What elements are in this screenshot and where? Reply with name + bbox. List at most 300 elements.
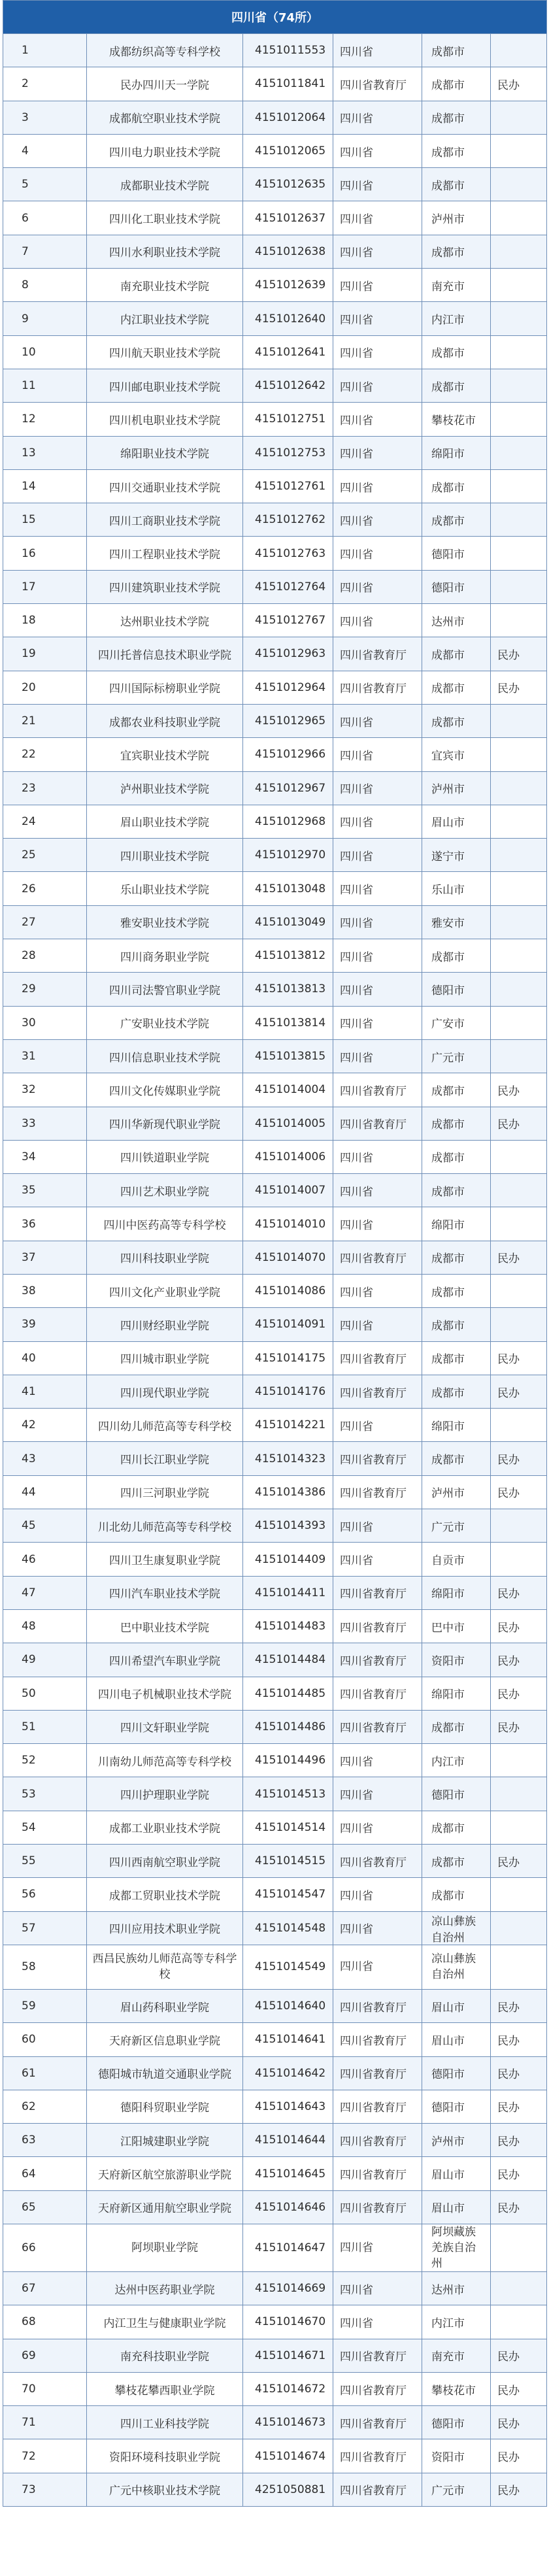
row-number-cell: 42 (3, 1409, 87, 1442)
school-code-cell: 4151014091 (243, 1308, 333, 1341)
school-code-cell: 4151013814 (243, 1006, 333, 1039)
row-number-cell: 32 (3, 1073, 87, 1107)
row-number-cell: 47 (3, 1576, 87, 1609)
table-row (3, 2339, 547, 2372)
table-title-row (3, 1, 547, 34)
table-row (3, 2473, 547, 2506)
table-row (3, 101, 547, 134)
school-type-cell (491, 201, 547, 235)
school-code-cell: 4151013813 (243, 973, 333, 1006)
school-name-cell: 四川中医药高等专科学校 (87, 1207, 243, 1241)
city-cell: 德阳市 (422, 1777, 491, 1811)
school-type-cell (491, 1811, 547, 1844)
school-name-cell: 四川航天职业技术学院 (87, 335, 243, 369)
supervising-department-cell: 四川省 (333, 235, 422, 268)
school-code-cell: 4151012639 (243, 269, 333, 302)
school-name-cell: 达州职业技术学院 (87, 604, 243, 637)
school-code-cell: 4151013048 (243, 872, 333, 905)
table-row (3, 2124, 547, 2157)
school-type-cell (491, 1409, 547, 1442)
school-name-cell: 成都工贸职业技术学院 (87, 1878, 243, 1911)
row-number-cell: 46 (3, 1543, 87, 1576)
school-name-cell: 川南幼儿师范高等专科学校 (87, 1744, 243, 1777)
table-row (3, 436, 547, 469)
school-type-cell (491, 469, 547, 503)
school-code-cell: 4151014486 (243, 1710, 333, 1743)
city-cell: 成都市 (422, 335, 491, 369)
school-code-cell: 4151012970 (243, 839, 333, 872)
row-number-cell: 70 (3, 2372, 87, 2405)
city-cell: 成都市 (422, 704, 491, 737)
supervising-department-cell: 四川省 (333, 839, 422, 872)
supervising-department-cell: 四川省 (333, 1174, 422, 1207)
supervising-department-cell: 四川省教育厅 (333, 2090, 422, 2123)
supervising-department-cell: 四川省教育厅 (333, 2372, 422, 2405)
table-row (3, 2090, 547, 2123)
row-number-cell: 61 (3, 2056, 87, 2090)
school-type-cell: 民办 (491, 1677, 547, 1710)
supervising-department-cell: 四川省教育厅 (333, 1710, 422, 1743)
table-row (3, 1140, 547, 1173)
supervising-department-cell: 四川省教育厅 (333, 1442, 422, 1475)
supervising-department-cell: 四川省 (333, 101, 422, 134)
table-row (3, 570, 547, 603)
school-code-cell: 4151014006 (243, 1140, 333, 1173)
school-type-cell (491, 570, 547, 603)
row-number-cell: 25 (3, 839, 87, 872)
school-type-cell (491, 436, 547, 469)
supervising-department-cell: 四川省 (333, 1039, 422, 1073)
row-number-cell: 9 (3, 302, 87, 335)
supervising-department-cell: 四川省教育厅 (333, 2023, 422, 2056)
city-cell: 绵阳市 (422, 1207, 491, 1241)
supervising-department-cell: 四川省 (333, 704, 422, 737)
table-row (3, 1241, 547, 1274)
table-row (3, 905, 547, 939)
school-name-cell: 德阳城市轨道交通职业学院 (87, 2056, 243, 2090)
supervising-department-cell: 四川省 (333, 939, 422, 973)
school-type-cell (491, 168, 547, 201)
table-row (3, 771, 547, 805)
school-name-cell: 西昌民族幼儿师范高等专科学校 (87, 1945, 243, 1989)
row-number-cell: 73 (3, 2473, 87, 2506)
supervising-department-cell: 四川省教育厅 (333, 1677, 422, 1710)
school-name-cell: 南充科技职业学院 (87, 2339, 243, 2372)
school-type-cell (491, 1777, 547, 1811)
city-cell: 资阳市 (422, 2439, 491, 2473)
table-row (3, 2439, 547, 2473)
supervising-department-cell: 四川省 (333, 335, 422, 369)
row-number-cell: 68 (3, 2305, 87, 2339)
school-name-cell: 四川职业技术学院 (87, 839, 243, 872)
table-row (3, 973, 547, 1006)
supervising-department-cell: 四川省 (333, 1945, 422, 1989)
table-row (3, 939, 547, 973)
supervising-department-cell: 四川省教育厅 (333, 1609, 422, 1643)
city-cell: 眉山市 (422, 805, 491, 838)
city-cell: 成都市 (422, 1710, 491, 1743)
school-code-cell: 4151014483 (243, 1609, 333, 1643)
row-number-cell: 55 (3, 1845, 87, 1878)
school-name-cell: 民办四川天一学院 (87, 67, 243, 101)
school-type-cell: 民办 (491, 2124, 547, 2157)
row-number-cell: 26 (3, 872, 87, 905)
school-code-cell: 4151014409 (243, 1543, 333, 1576)
school-type-cell (491, 1509, 547, 1543)
school-type-cell: 民办 (491, 67, 547, 101)
row-number-cell: 39 (3, 1308, 87, 1341)
supervising-department-cell: 四川省教育厅 (333, 2190, 422, 2224)
row-number-cell: 18 (3, 604, 87, 637)
school-code-cell: 4151014485 (243, 1677, 333, 1710)
school-type-cell (491, 269, 547, 302)
city-cell: 眉山市 (422, 2157, 491, 2190)
city-cell: 成都市 (422, 637, 491, 671)
school-name-cell: 四川国际标榜职业学院 (87, 671, 243, 704)
school-type-cell (491, 1274, 547, 1307)
row-number-cell: 57 (3, 1911, 87, 1945)
table-row (3, 2157, 547, 2190)
row-number-cell: 12 (3, 403, 87, 436)
row-number-cell: 44 (3, 1475, 87, 1509)
school-name-cell: 四川水利职业技术学院 (87, 235, 243, 268)
table-row (3, 2406, 547, 2439)
school-name-cell: 四川幼儿师范高等专科学校 (87, 1409, 243, 1442)
school-name-cell: 广元中核职业技术学院 (87, 2473, 243, 2506)
school-name-cell: 内江卫生与健康职业学院 (87, 2305, 243, 2339)
school-code-cell: 4151012638 (243, 235, 333, 268)
school-code-cell: 4151012642 (243, 369, 333, 402)
supervising-department-cell: 四川省 (333, 1409, 422, 1442)
school-name-cell: 四川邮电职业技术学院 (87, 369, 243, 402)
school-code-cell: 4151014175 (243, 1341, 333, 1375)
supervising-department-cell: 四川省教育厅 (333, 2124, 422, 2157)
school-name-cell: 四川应用技术职业学院 (87, 1911, 243, 1945)
table-row (3, 1073, 547, 1107)
supervising-department-cell: 四川省教育厅 (333, 2439, 422, 2473)
supervising-department-cell: 四川省教育厅 (333, 2157, 422, 2190)
city-cell: 攀枝花市 (422, 2372, 491, 2405)
row-number-cell: 13 (3, 436, 87, 469)
city-cell: 绵阳市 (422, 1677, 491, 1710)
row-number-cell: 17 (3, 570, 87, 603)
row-number-cell: 22 (3, 738, 87, 771)
supervising-department-cell: 四川省教育厅 (333, 1643, 422, 1677)
school-code-cell: 4151014514 (243, 1811, 333, 1844)
school-code-cell: 4151014548 (243, 1911, 333, 1945)
city-cell: 成都市 (422, 939, 491, 973)
school-type-cell: 民办 (491, 1609, 547, 1643)
school-type-cell (491, 1878, 547, 1911)
row-number-cell: 34 (3, 1140, 87, 1173)
supervising-department-cell: 四川省教育厅 (333, 637, 422, 671)
school-type-cell: 民办 (491, 637, 547, 671)
supervising-department-cell: 四川省 (333, 973, 422, 1006)
school-name-cell: 眉山职业技术学院 (87, 805, 243, 838)
city-cell: 广元市 (422, 1039, 491, 1073)
school-type-cell: 民办 (491, 1107, 547, 1140)
school-name-cell: 四川电子机械职业技术学院 (87, 1677, 243, 1710)
table-row (3, 1341, 547, 1375)
school-name-cell: 四川艺术职业学院 (87, 1174, 243, 1207)
school-code-cell: 4151012641 (243, 335, 333, 369)
city-cell: 德阳市 (422, 973, 491, 1006)
city-cell: 内江市 (422, 1744, 491, 1777)
school-code-cell: 4151012761 (243, 469, 333, 503)
table-row (3, 1576, 547, 1609)
school-code-cell: 4151014386 (243, 1475, 333, 1509)
supervising-department-cell: 四川省教育厅 (333, 671, 422, 704)
city-cell: 乐山市 (422, 872, 491, 905)
city-cell: 成都市 (422, 134, 491, 167)
city-cell: 绵阳市 (422, 1576, 491, 1609)
school-code-cell: 4151012965 (243, 704, 333, 737)
school-name-cell: 乐山职业技术学院 (87, 872, 243, 905)
school-name-cell: 成都农业科技职业学院 (87, 704, 243, 737)
table-row (3, 1878, 547, 1911)
supervising-department-cell: 四川省 (333, 403, 422, 436)
school-type-cell: 民办 (491, 1710, 547, 1743)
school-name-cell: 资阳环境科技职业学院 (87, 2439, 243, 2473)
school-code-cell: 4151014549 (243, 1945, 333, 1989)
school-code-cell: 4151014010 (243, 1207, 333, 1241)
row-number-cell: 54 (3, 1811, 87, 1844)
table-row (3, 704, 547, 737)
school-type-cell (491, 1207, 547, 1241)
school-type-cell: 民办 (491, 1073, 547, 1107)
row-number-cell: 5 (3, 168, 87, 201)
school-type-cell (491, 1911, 547, 1945)
school-type-cell (491, 704, 547, 737)
school-name-cell: 四川西南航空职业学院 (87, 1845, 243, 1878)
school-code-cell: 4151013049 (243, 905, 333, 939)
city-cell: 绵阳市 (422, 436, 491, 469)
table-row (3, 503, 547, 537)
city-cell: 达州市 (422, 2272, 491, 2305)
row-number-cell: 60 (3, 2023, 87, 2056)
row-number-cell: 28 (3, 939, 87, 973)
school-code-cell: 4151014221 (243, 1409, 333, 1442)
school-name-cell: 四川电力职业技术学院 (87, 134, 243, 167)
school-code-cell: 4151012966 (243, 738, 333, 771)
row-number-cell: 30 (3, 1006, 87, 1039)
school-code-cell: 4151012753 (243, 436, 333, 469)
city-cell: 成都市 (422, 1274, 491, 1307)
table-row (3, 369, 547, 402)
school-name-cell: 四川现代职业学院 (87, 1375, 243, 1408)
city-cell: 凉山彝族自治州 (422, 1945, 491, 1989)
supervising-department-cell: 四川省 (333, 1777, 422, 1811)
school-code-cell: 4151012963 (243, 637, 333, 671)
school-type-cell (491, 839, 547, 872)
supervising-department-cell: 四川省 (333, 34, 422, 67)
school-table (3, 0, 547, 2507)
row-number-cell: 40 (3, 1341, 87, 1375)
row-number-cell: 1 (3, 34, 87, 67)
row-number-cell: 11 (3, 369, 87, 402)
city-cell: 成都市 (422, 1073, 491, 1107)
school-type-cell (491, 2224, 547, 2272)
city-cell: 德阳市 (422, 537, 491, 570)
row-number-cell: 62 (3, 2090, 87, 2123)
school-type-cell (491, 1174, 547, 1207)
school-name-cell: 成都工业职业技术学院 (87, 1811, 243, 1844)
table-row (3, 604, 547, 637)
supervising-department-cell: 四川省 (333, 2272, 422, 2305)
school-name-cell: 四川华新现代职业学院 (87, 1107, 243, 1140)
row-number-cell: 43 (3, 1442, 87, 1475)
table-row (3, 1609, 547, 1643)
school-type-cell (491, 939, 547, 973)
school-name-cell: 四川希望汽车职业学院 (87, 1643, 243, 1677)
row-number-cell: 41 (3, 1375, 87, 1408)
supervising-department-cell: 四川省 (333, 1543, 422, 1576)
school-code-cell: 4151012964 (243, 671, 333, 704)
table-row (3, 403, 547, 436)
city-cell: 遂宁市 (422, 839, 491, 872)
supervising-department-cell: 四川省教育厅 (333, 1576, 422, 1609)
city-cell: 德阳市 (422, 2406, 491, 2439)
school-type-cell (491, 1308, 547, 1341)
school-name-cell: 攀枝花攀西职业学院 (87, 2372, 243, 2405)
city-cell: 成都市 (422, 671, 491, 704)
school-code-cell: 4151014674 (243, 2439, 333, 2473)
supervising-department-cell: 四川省 (333, 905, 422, 939)
school-code-cell: 4151014671 (243, 2339, 333, 2372)
table-row (3, 1308, 547, 1341)
table-row (3, 1207, 547, 1241)
row-number-cell: 37 (3, 1241, 87, 1274)
school-name-cell: 眉山药科职业学院 (87, 1989, 243, 2022)
school-type-cell (491, 872, 547, 905)
table-row (3, 168, 547, 201)
supervising-department-cell: 四川省 (333, 1207, 422, 1241)
table-row (3, 1475, 547, 1509)
school-code-cell: 4151014670 (243, 2305, 333, 2339)
school-type-cell (491, 1006, 547, 1039)
school-type-cell (491, 2272, 547, 2305)
school-type-cell: 民办 (491, 1643, 547, 1677)
supervising-department-cell: 四川省 (333, 1140, 422, 1173)
school-name-cell: 达州中医药职业学院 (87, 2272, 243, 2305)
row-number-cell: 10 (3, 335, 87, 369)
row-number-cell: 50 (3, 1677, 87, 1710)
school-type-cell: 民办 (491, 2372, 547, 2405)
school-name-cell: 四川铁道职业学院 (87, 1140, 243, 1173)
city-cell: 眉山市 (422, 2023, 491, 2056)
city-cell: 资阳市 (422, 1643, 491, 1677)
supervising-department-cell: 四川省 (333, 537, 422, 570)
city-cell: 泸州市 (422, 1475, 491, 1509)
school-code-cell: 4151014641 (243, 2023, 333, 2056)
table-row (3, 1677, 547, 1710)
city-cell: 凉山彝族自治州 (422, 1911, 491, 1945)
school-type-cell (491, 771, 547, 805)
city-cell: 成都市 (422, 101, 491, 134)
school-type-cell: 民办 (491, 2406, 547, 2439)
school-code-cell: 4151014176 (243, 1375, 333, 1408)
school-name-cell: 四川建筑职业技术学院 (87, 570, 243, 603)
school-name-cell: 四川文化产业职业学院 (87, 1274, 243, 1307)
table-row (3, 2305, 547, 2339)
school-code-cell: 4151014484 (243, 1643, 333, 1677)
school-type-cell (491, 973, 547, 1006)
school-code-cell: 4151014393 (243, 1509, 333, 1543)
school-name-cell: 四川商务职业学院 (87, 939, 243, 973)
row-number-cell: 4 (3, 134, 87, 167)
city-cell: 成都市 (422, 168, 491, 201)
row-number-cell: 2 (3, 67, 87, 101)
city-cell: 成都市 (422, 369, 491, 402)
school-name-cell: 四川城市职业学院 (87, 1341, 243, 1375)
city-cell: 成都市 (422, 469, 491, 503)
school-code-cell: 4151014646 (243, 2190, 333, 2224)
table-row (3, 335, 547, 369)
city-cell: 内江市 (422, 2305, 491, 2339)
table-row (3, 1911, 547, 1945)
school-code-cell: 4151014645 (243, 2157, 333, 2190)
table-row (3, 2056, 547, 2090)
supervising-department-cell: 四川省教育厅 (333, 1989, 422, 2022)
table-row (3, 1409, 547, 1442)
supervising-department-cell: 四川省 (333, 738, 422, 771)
city-cell: 成都市 (422, 1107, 491, 1140)
row-number-cell: 58 (3, 1945, 87, 1989)
city-cell: 绵阳市 (422, 1409, 491, 1442)
table-row (3, 2190, 547, 2224)
school-name-cell: 四川文轩职业学院 (87, 1710, 243, 1743)
row-number-cell: 63 (3, 2124, 87, 2157)
school-code-cell: 4151014515 (243, 1845, 333, 1878)
school-type-cell (491, 235, 547, 268)
city-cell: 广元市 (422, 2473, 491, 2506)
school-code-cell: 4151014647 (243, 2224, 333, 2272)
city-cell: 达州市 (422, 604, 491, 637)
supervising-department-cell: 四川省 (333, 369, 422, 402)
school-type-cell (491, 134, 547, 167)
row-number-cell: 33 (3, 1107, 87, 1140)
table-row (3, 235, 547, 268)
supervising-department-cell: 四川省 (333, 771, 422, 805)
school-name-cell: 四川化工职业技术学院 (87, 201, 243, 235)
school-name-cell: 江阳城建职业学院 (87, 2124, 243, 2157)
school-type-cell: 民办 (491, 1989, 547, 2022)
school-code-cell: 4151014411 (243, 1576, 333, 1609)
supervising-department-cell: 四川省 (333, 570, 422, 603)
school-type-cell: 民办 (491, 1475, 547, 1509)
city-cell: 宜宾市 (422, 738, 491, 771)
supervising-department-cell: 四川省 (333, 1744, 422, 1777)
school-name-cell: 雅安职业技术学院 (87, 905, 243, 939)
city-cell: 成都市 (422, 1241, 491, 1274)
table-row (3, 805, 547, 838)
table-row (3, 1509, 547, 1543)
school-name-cell: 川北幼儿师范高等专科学校 (87, 1509, 243, 1543)
table-row (3, 1107, 547, 1140)
school-code-cell: 4151012767 (243, 604, 333, 637)
table-row (3, 1945, 547, 1989)
school-name-cell: 天府新区信息职业学院 (87, 2023, 243, 2056)
table-row (3, 1543, 547, 1576)
table-row (3, 2372, 547, 2405)
row-number-cell: 69 (3, 2339, 87, 2372)
table-row (3, 1006, 547, 1039)
school-type-cell: 民办 (491, 2090, 547, 2123)
school-code-cell: 4151012968 (243, 805, 333, 838)
city-cell: 广安市 (422, 1006, 491, 1039)
city-cell: 成都市 (422, 1375, 491, 1408)
city-cell: 广元市 (422, 1509, 491, 1543)
